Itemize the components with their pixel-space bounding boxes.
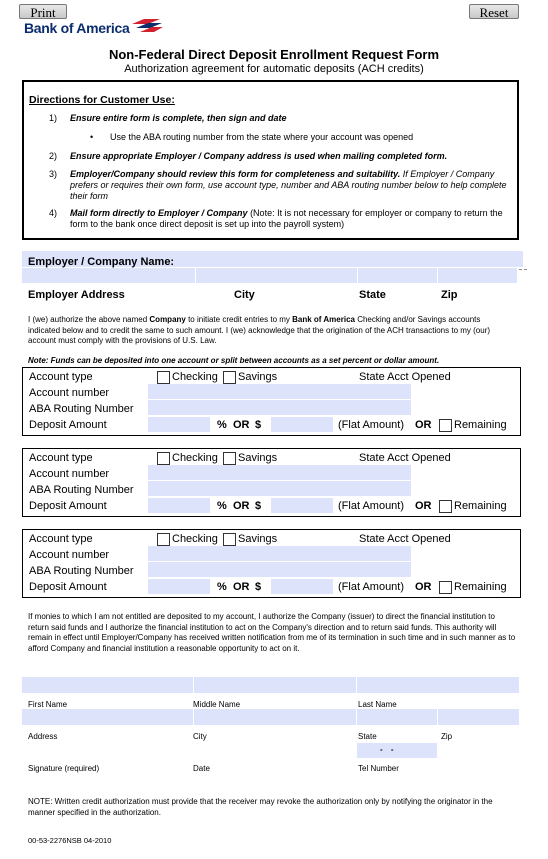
account-number-label: Account number [29,549,110,561]
checking-checkbox[interactable] [157,533,170,546]
checking-label: Checking [172,371,218,383]
savings-checkbox[interactable] [223,371,236,384]
or-label: OR [415,581,432,593]
savings-checkbox[interactable] [223,533,236,546]
account-block-2 [22,448,521,517]
checking-label: Checking [172,533,218,545]
flat-amount-label: (Flat Amount) [338,419,405,431]
savings-label: Savings [238,452,278,464]
dollar-symbol: $ [255,500,262,512]
direction-3 [70,169,510,202]
flat-amount-label: (Flat Amount) [338,500,405,512]
or-label: OR [233,419,250,431]
flat-amount-field[interactable] [271,498,333,513]
remaining-label: Remaining [454,500,507,512]
direction-4-bold: Mail form directly to Employer / Company [70,208,248,218]
account-type-label: Account type [29,371,93,383]
direction-num-1 [49,113,57,123]
bank-logo-text: Bank of America [24,20,130,36]
savings-label: Savings [238,371,278,383]
or-label: OR [415,419,432,431]
account-block-1 [22,367,521,436]
flag-icon [130,18,164,34]
direction-num-3: 3) [49,169,58,179]
aba-routing-field[interactable] [148,400,411,415]
savings-label: Savings [238,533,278,545]
account-type-label: Account type [29,452,93,464]
state-opened-label: State Acct Opened [359,452,451,464]
form-subtitle: Authorization agreement for automatic deposits (ACH credits) [124,63,424,75]
percent-symbol: % [217,581,227,593]
divider [193,709,194,725]
flat-amount-field[interactable] [271,417,333,432]
aba-routing-field[interactable] [148,481,411,496]
account-number-field[interactable] [148,546,411,561]
aba-routing-field[interactable] [148,562,411,577]
zip-label: Zip [441,732,453,741]
tel-number-field[interactable] [357,743,437,758]
state-opened-label: State Acct Opened [359,533,451,545]
aba-routing-label: ABA Routing Number [29,403,134,415]
percent-field[interactable] [148,498,210,513]
divider [356,677,357,693]
auth-part: to initiate credit entries to my [185,315,293,324]
direction-num-2: 2) [49,151,58,161]
flat-amount-label: (Flat Amount) [338,581,405,593]
date-label: Date [193,764,210,773]
dollar-symbol: $ [255,581,262,593]
directions-heading: Directions for Customer Use: [29,94,175,106]
account-number-field[interactable] [148,465,411,480]
form-title: Non-Federal Direct Deposit Enrollment Request Form [108,47,440,62]
state-label: State [358,732,377,741]
divider [357,268,358,283]
form-code: 00-53-2276NSB 04-2010 [28,836,112,845]
divider [356,709,357,725]
direction-3-bold: Employer/Company should review this form for completeness and suitability. [70,169,401,179]
direction-3-rest: If Employer / Company prefers or requires their own form, use account type, number and ABA routing number below to help complete their form [70,169,507,201]
divider [193,677,194,693]
account-number-label: Account number [29,468,110,480]
tel-mask: - - [380,745,394,754]
employer-city-label: City [234,289,255,301]
remaining-label: Remaining [454,419,507,431]
liability-text: If monies to which I am not entitled are deposited to my account, I authorize the Company (issuer) to direct the financial institution to return said funds and I authorize the financial institution to act on the Company's direction and to return said funds. This authority will remain in effect until Employer/Company has received written notification from me of its termination in such time and in such manner as to afford Company and financial institution a reasonable opportunity to act on it. [28,612,516,653]
savings-checkbox[interactable] [223,452,236,465]
employer-address-label: Employer Address [28,289,125,301]
direction-bullet-text: Use the ABA routing number from the state where your account was opened [110,132,414,142]
last-name-label: Last Name [358,700,397,709]
percent-symbol: % [217,419,227,431]
auth-part: Checking and/or Savings accounts indicated below and to credit the same to such amount. I (we) acknowledge that the origination of the ACH transactions to my (our) account must comply with the provisions of U.S. Law. [28,315,491,345]
aba-routing-label: ABA Routing Number [29,484,134,496]
address-field[interactable] [22,709,519,725]
state-opened-label: State Acct Opened [359,371,451,383]
account-number-field[interactable] [148,384,411,399]
or-label: OR [233,500,250,512]
employer-zip-label: Zip [441,289,458,301]
auth-bank: Bank of America [292,315,355,324]
flat-amount-field[interactable] [271,579,333,594]
account-number-label: Account number [29,387,110,399]
signature-label: Signature (required) [28,764,100,773]
divider [437,709,438,725]
footer-note: NOTE: Written credit authorization must provide that the receiver may revoke the authorization only by notifying the originator in the manner specified in the authorization. [28,797,493,817]
authorization-text [28,315,514,347]
employer-state-label: State [359,289,386,301]
checking-checkbox[interactable] [157,452,170,465]
split-note: Note: Funds can be deposited into one account or split between accounts as a set percent or dollar amount. [28,356,440,365]
checking-checkbox[interactable] [157,371,170,384]
auth-part: I (we) authorize the above named [28,315,150,324]
deposit-amount-label: Deposit Amount [29,419,107,431]
deposit-amount-label: Deposit Amount [29,500,107,512]
checking-label: Checking [172,452,218,464]
percent-field[interactable] [148,579,210,594]
direction-2: Ensure appropriate Employer / Company address is used when mailing completed form. [70,151,448,161]
bank-logo [24,20,129,38]
account-type-label: Account type [29,533,93,545]
employer-name-label: Employer / Company Name: [28,256,175,268]
address-label: Address [28,732,58,741]
or-label: OR [415,500,432,512]
employer-address-field[interactable] [22,268,517,283]
direction-num-label: 1) [49,113,58,123]
tel-number-label: Tel Number [358,764,399,773]
city-label: City [193,732,207,741]
dollar-symbol: $ [255,419,262,431]
directions-box [22,80,519,240]
account-block-3 [22,529,521,598]
aba-routing-label: ABA Routing Number [29,565,134,577]
print-button[interactable]: Print [19,4,67,19]
percent-field[interactable] [148,417,210,432]
percent-symbol: % [217,500,227,512]
deposit-amount-label: Deposit Amount [29,581,107,593]
remaining-checkbox[interactable] [439,419,452,432]
or-label: OR [233,581,250,593]
direction-4 [70,208,512,230]
auth-company: Company [149,315,186,324]
remaining-checkbox[interactable] [439,500,452,513]
direction-num-4: 4) [49,208,58,218]
remaining-checkbox[interactable] [439,581,452,594]
first-name-label: First Name [28,700,68,709]
reset-button[interactable]: Reset [469,4,519,19]
divider [195,268,196,283]
direction-1: Ensure entire form is complete, then sign and date [70,113,287,123]
direction-bullet: • [90,132,94,142]
direction-4-rest: (Note: It is not necessary for employer or company to return the form to the bank once direct deposit is set up into the payroll system) [70,208,503,229]
middle-name-label: Middle Name [193,700,241,709]
divider [437,268,438,283]
remaining-label: Remaining [454,581,507,593]
name-field[interactable] [22,677,519,693]
